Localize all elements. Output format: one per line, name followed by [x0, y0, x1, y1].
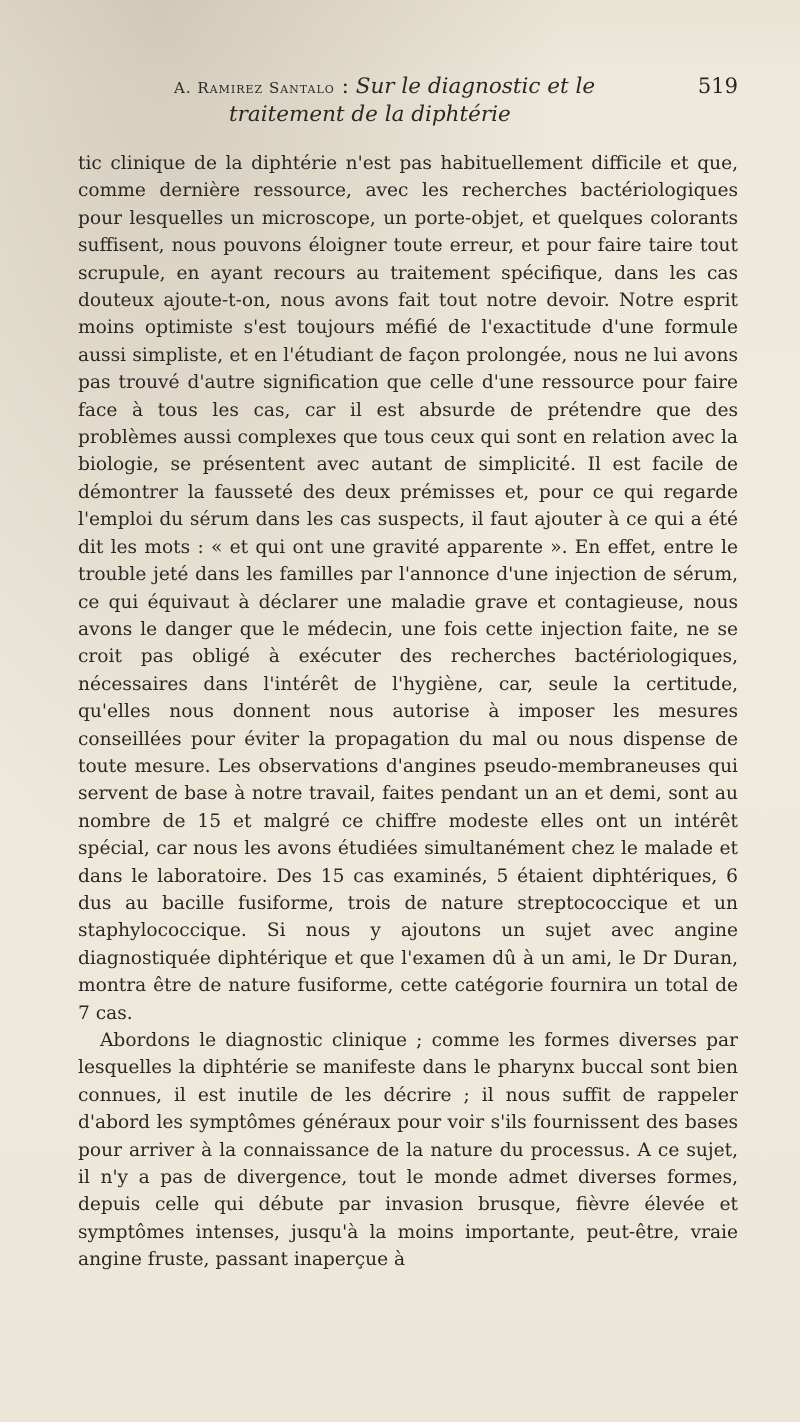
- paragraph-2: Abordons le diagnostic clinique ; comme les formes diverses par lesquelles la diphtérie se manifeste dans le pharynx buccal sont bien connues, il est inutile de les décrire ; il nous suffit de rappeler d'abord les symptômes généraux pour voir s'ils fournissent des bases pour arriver à la connaissance de la nature du processus. A ce sujet, il n'y a pas de divergence, tout le monde admet diverses formes, depuis celle qui débute par invasion brusque, fièvre élevée et symptômes intenses, jusqu'à la moins importante, peut-être, vraie angine fruste, passant inaperçue à: [78, 1030, 738, 1271]
- running-title-line-1: Sur le diagnostic et le: [355, 74, 596, 99]
- page-number: 519: [697, 74, 738, 98]
- header-separator: :: [334, 74, 356, 99]
- body-text: [78, 150, 738, 1274]
- author-name: A. Ramirez Santalo: [174, 79, 335, 97]
- running-title-line-2: traitement de la diphtérie: [229, 102, 511, 127]
- paragraph-1: tic clinique de la diphtérie n'est pas habituellement difficile et que, comme dernière ressource, avec les recherches bactériologiques pour lesquelles un microscope, un porte-objet, et quelques colorants suffisent, nous pouvons éloigner toute erreur, et pour faire taire tout scrupule, en ayant recours au traitement spécifique, dans les cas douteux ajoute-t-on, nous avons fait tout notre devoir. Notre esprit moins optimiste s'est toujours méfié de l'exactitude d'une formule aussi simpliste, et en l'étudiant de façon prolongée, nous ne lui avons pas trouvé d'autre signification que celle d'une ressource pour faire face à tous les cas, car il est absurde de prétendre que des problèmes aussi complexes que tous ceux qui sont en relation avec la biologie, se présentent avec autant de simplicité. Il est facile de démontrer la fausseté des deux prémisses et, pour ce qui regarde l'emploi du sérum dans les cas suspects, il faut ajouter à ce qui a été dit les mots : « et qui ont une gravité apparente ». En effet, entre le trouble jeté dans les familles par l'annonce d'une injection de sérum, ce qui équivaut à déclarer une maladie grave et contagieuse, nous avons le danger que le médecin, une fois cette injection faite, ne se croit pas obligé à exécuter des recherches bactériologiques, nécessaires dans l'intérêt de l'hygiène, car, seule la certitude, qu'elles nous donnent nous autorise à imposer les mesures conseillées pour éviter la propagation du mal ou nous dispense de toute mesure. Les observations d'angines pseudo-membraneuses qui servent de base à notre travail, faites pendant un an et demi, sont au nombre de 15 et malgré ce chiffre modeste elles ont un intérêt spécial, car nous les avons étudiées simultanément chez le malade et dans le laboratoire. Des 15 cas examinés, 5 étaient diphtériques, 6 dus au bacille fusiforme, trois de nature streptococcique et un staphylococcique. Si nous y ajoutons un sujet avec angine diagnostiquée diphtérique et que l'examen dû à un ami, le Dr Duran, montra être de nature fusiforme, cette catégorie fournira un total de 7 cas.: [78, 153, 738, 1024]
- header-line-1: [174, 74, 738, 104]
- running-header: [0, 74, 800, 134]
